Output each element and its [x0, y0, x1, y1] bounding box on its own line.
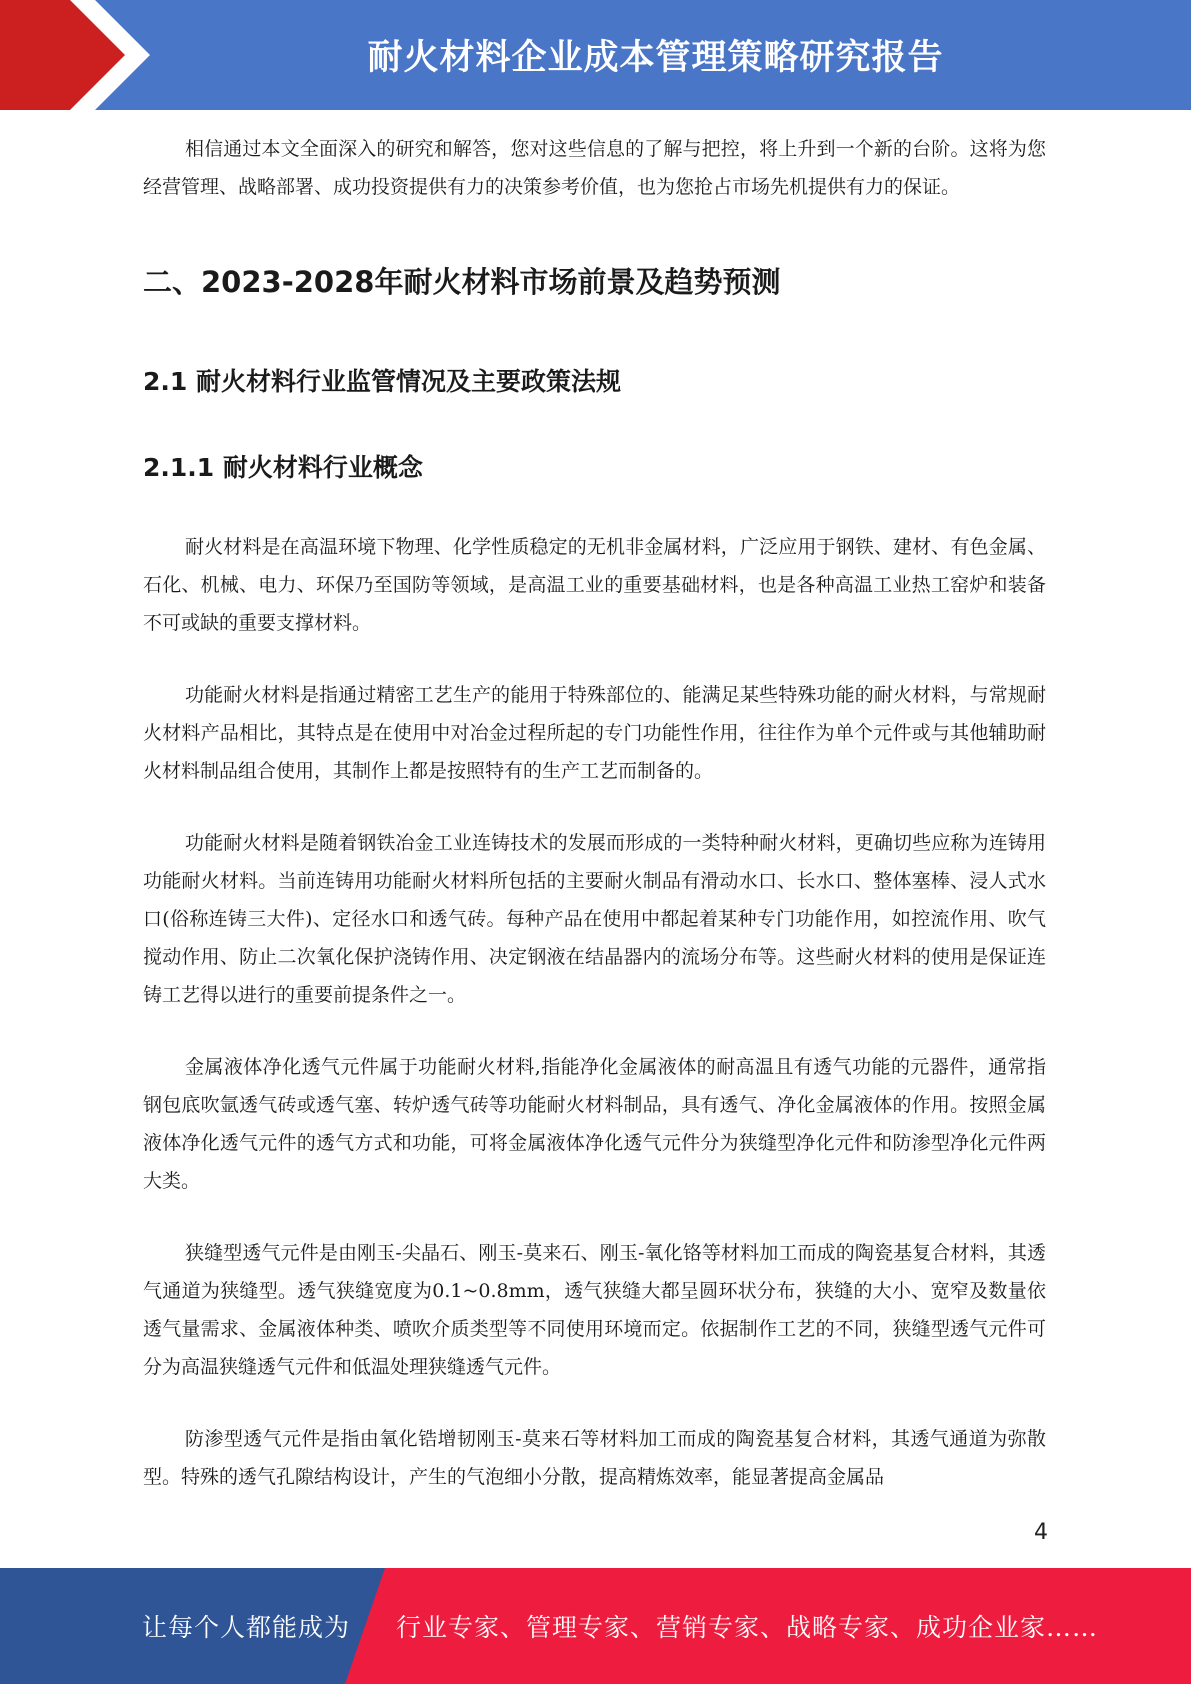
- paragraph: 狭缝型透气元件是由刚玉-尖晶石、刚玉-莫来石、刚玉-氧化铬等材料加工而成的陶瓷基复合材料，其透气通道为狭缝型。透气狭缝宽度为0.1~0.8mm，透气狭缝大都呈圆环状分布，狭缝的大小、宽窄及数量依透气量需求、金属液体种类、喷吹介质类型等不同使用环境而定。依据制作工艺的不同，狭缝型透气元件可分为高温狭缝透气元件和低温处理狭缝透气元件。: [143, 1242, 1046, 1378]
- paragraph: 防渗型透气元件是指由氧化锆增韧刚玉-莫来石等材料加工而成的陶瓷基复合材料，其透气通道为弥散型。特殊的透气孔隙结构设计，产生的气泡细小分散，提高精炼效率，能显著提高金属品: [143, 1428, 1046, 1488]
- document-body: [143, 130, 1046, 1496]
- subsection-heading: 2.1 耐火材料行业监管情况及主要政策法规: [143, 367, 621, 396]
- subsubsection-heading: 2.1.1 耐火材料行业概念: [143, 453, 423, 482]
- section-heading: 二、2023-2028年耐火材料市场前景及趋势预测: [143, 265, 781, 299]
- intro-paragraph: 相信通过本文全面深入的研究和解答，您对这些信息的了解与把控，将上升到一个新的台阶。这将为您经营管理、战略部署、成功投资提供有力的决策参考价值，也为您抢占市场先机提供有力的保证。: [143, 138, 1046, 198]
- page-number: 4: [1034, 1520, 1048, 1545]
- footer-slogan-right: 行业专家、管理专家、营销专家、战略专家、成功企业家……: [396, 1613, 1099, 1642]
- paragraph: 金属液体净化透气元件属于功能耐火材料,指能净化金属液体的耐高温且有透气功能的元器件，通常指钢包底吹氩透气砖或透气塞、转炉透气砖等功能耐火材料制品，具有透气、净化金属液体的作用。按照金属液体净化透气元件的透气方式和功能，可将金属液体净化透气元件分为狭缝型净化元件和防渗型净化元件两大类。: [143, 1056, 1046, 1192]
- footer-slogan-left: 让每个人都能成为: [142, 1613, 351, 1642]
- document-title: 耐火材料企业成本管理策略研究报告: [367, 38, 944, 78]
- paragraph: 功能耐火材料是指通过精密工艺生产的能用于特殊部位的、能满足某些特殊功能的耐火材料，与常规耐火材料产品相比，其特点是在使用中对冶金过程所起的专门功能性作用，往往作为单个元件或与其他辅助耐火材料制品组合使用，其制作上都是按照特有的生产工艺而制备的。: [143, 684, 1046, 782]
- paragraph: 耐火材料是在高温环境下物理、化学性质稳定的无机非金属材料，广泛应用于钢铁、建材、有色金属、石化、机械、电力、环保乃至国防等领域，是高温工业的重要基础材料，也是各种高温工业热工窑炉和装备不可或缺的重要支撑材料。: [143, 536, 1046, 634]
- header-banner: [0, 0, 1191, 110]
- paragraph: 功能耐火材料是随着钢铁冶金工业连铸技术的发展而形成的一类特种耐火材料，更确切些应称为连铸用功能耐火材料。当前连铸用功能耐火材料所包括的主要耐火制品有滑动水口、长水口、整体塞棒、浸人式水口(俗称连铸三大件)、定径水口和透气砖。每种产品在使用中都起着某种专门功能作用，如控流作用、吹气搅动作用、防止二次氧化保护浇铸作用、决定钢液在结晶器内的流场分布等。这些耐火材料的使用是保证连铸工艺得以进行的重要前提条件之一。: [143, 832, 1046, 1006]
- footer-banner: [0, 1568, 1191, 1684]
